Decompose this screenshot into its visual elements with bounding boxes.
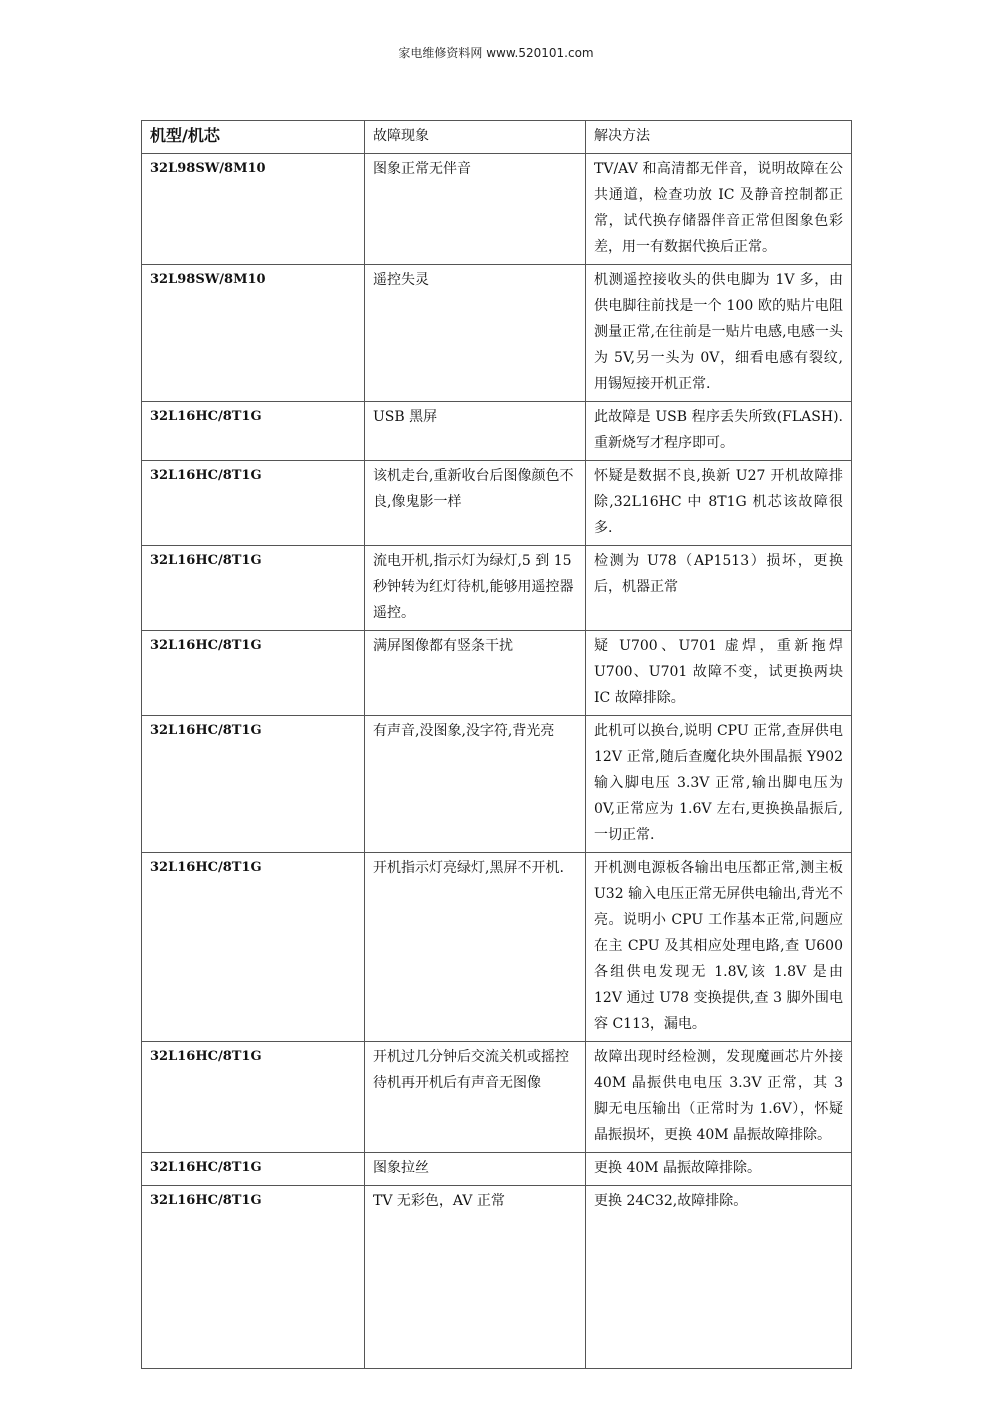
solution-cell: 开机测电源板各输出电压都正常,测主板 U32 输入电压正常无屏供电输出,背光不亮。说明小 CPU 工作基本正常,问题应在主 CPU 及其相应处理电路,查 U600 各组供电发现无 1.8V,该 1.8V 是由 12V 通过 U78 变换提供,查 3 脚外围电容 C113，漏电。: [586, 853, 852, 1042]
symptom-cell: 图象拉丝: [365, 1153, 586, 1186]
table-row: [142, 154, 852, 265]
site-header: 家电维修资料网 www.520101.com: [398, 46, 594, 60]
table-row: [142, 461, 852, 546]
model-cell: 32L16HC/8T1G: [142, 631, 365, 716]
solution-cell: 怀疑是数据不良,换新 U27 开机故障排除,32L16HC 中 8T1G 机芯该故障很多.: [586, 461, 852, 546]
solution-cell: 疑 U700、U701 虚焊，重新拖焊 U700、U701 故障不变，试更换两块 IC 故障排除。: [586, 631, 852, 716]
table-header-row: [142, 121, 852, 154]
solution-cell: 更换 40M 晶振故障排除。: [586, 1153, 852, 1186]
symptom-cell: 开机指示灯亮绿灯,黑屏不开机.: [365, 853, 586, 1042]
model-cell: 32L16HC/8T1G: [142, 716, 365, 853]
model-cell: 32L98SW/8M10: [142, 154, 365, 265]
symptom-cell: 满屏图像都有竖条干扰: [365, 631, 586, 716]
solution-cell: 故障出现时经检测，发现魔画芯片外接 40M 晶振供电电压 3.3V 正常，其 3 脚无电压输出（正常时为 1.6V），怀疑晶振损坏，更换 40M 晶振故障排除。: [586, 1042, 852, 1153]
column-header-solution: 解决方法: [586, 121, 852, 154]
table-row: [142, 853, 852, 1042]
solution-cell: 此机可以换台,说明 CPU 正常,查屏供电 12V 正常,随后查魔化块外围晶振 Y902 输入脚电压 3.3V 正常,输出脚电压为 0V,正常应为 1.6V 左右,更换换晶振后,一切正常.: [586, 716, 852, 853]
solution-cell: TV/AV 和高清都无伴音，说明故障在公共通道，检查功放 IC 及静音控制都正常，试代换存储器伴音正常但图象色彩差，用一有数据代换后正常。: [586, 154, 852, 265]
symptom-cell: USB 黑屏: [365, 402, 586, 461]
solution-cell: 此故障是 USB 程序丢失所致(FLASH).重新烧写才程序即可。: [586, 402, 852, 461]
model-cell: 32L98SW/8M10: [142, 265, 365, 402]
model-cell: 32L16HC/8T1G: [142, 461, 365, 546]
column-header-model: 机型/机芯: [142, 121, 365, 154]
table-row: [142, 546, 852, 631]
table-row: [142, 1153, 852, 1186]
model-cell: 32L16HC/8T1G: [142, 1186, 365, 1369]
table-row: [142, 402, 852, 461]
table-row: [142, 716, 852, 853]
table-row: [142, 1186, 852, 1369]
model-cell: 32L16HC/8T1G: [142, 1153, 365, 1186]
symptom-cell: 该机走台,重新收台后图像颜色不良,像鬼影一样: [365, 461, 586, 546]
table-row: [142, 631, 852, 716]
symptom-cell: 有声音,没图象,没字符,背光亮: [365, 716, 586, 853]
model-cell: 32L16HC/8T1G: [142, 853, 365, 1042]
model-cell: 32L16HC/8T1G: [142, 1042, 365, 1153]
symptom-cell: 遥控失灵: [365, 265, 586, 402]
symptom-cell: 图象正常无伴音: [365, 154, 586, 265]
fault-table: [141, 120, 852, 1369]
table-row: [142, 1042, 852, 1153]
solution-cell: 机测遥控接收头的供电脚为 1V 多，由供电脚往前找是一个 100 欧的贴片电阻测量正常,在往前是一贴片电感,电感一头为 5V,另一头为 0V，细看电感有裂纹,用锡短接开机正常.: [586, 265, 852, 402]
model-cell: 32L16HC/8T1G: [142, 402, 365, 461]
symptom-cell: 开机过几分钟后交流关机或摇控待机再开机后有声音无图像: [365, 1042, 586, 1153]
model-cell: 32L16HC/8T1G: [142, 546, 365, 631]
solution-cell: 检测为 U78（AP1513）损坏，更换后，机器正常: [586, 546, 852, 631]
column-header-symptom: 故障现象: [365, 121, 586, 154]
symptom-cell: TV 无彩色，AV 正常: [365, 1186, 586, 1369]
table-row: [142, 265, 852, 402]
symptom-cell: 流电开机,指示灯为绿灯,5 到 15 秒钟转为红灯待机,能够用遥控器遥控。: [365, 546, 586, 631]
solution-cell: 更换 24C32,故障排除。: [586, 1186, 852, 1369]
